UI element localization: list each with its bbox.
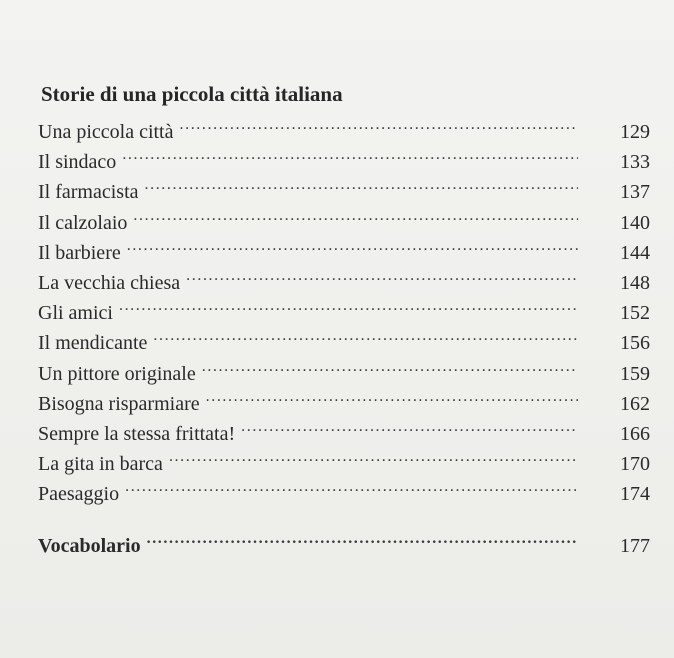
- toc-entry-page: 156: [620, 332, 650, 355]
- toc-entries: [38, 108, 650, 506]
- dot-leader: [202, 350, 578, 380]
- toc-entry-page: 159: [620, 362, 650, 385]
- toc-entry[interactable]: [38, 259, 650, 294]
- dot-leader: [169, 440, 578, 470]
- toc-entry-title: Un pittore originale: [38, 362, 196, 385]
- toc-entry-page: 140: [620, 211, 650, 234]
- toc-entry-page: 162: [620, 392, 650, 415]
- toc-entry-vocabulary[interactable]: [38, 522, 650, 558]
- toc-entry[interactable]: [38, 229, 650, 264]
- dot-leader: [125, 470, 578, 500]
- toc-entry[interactable]: [38, 289, 650, 325]
- toc-entry-page: 144: [620, 241, 650, 264]
- toc-entry[interactable]: [38, 470, 650, 506]
- toc-entry-page: 133: [620, 151, 650, 174]
- toc-entry-title: Gli amici: [38, 302, 113, 325]
- toc-entry-title: Bisogna risparmiare: [38, 392, 200, 415]
- toc-entry-page: 152: [620, 302, 650, 325]
- table-of-contents: [38, 80, 650, 558]
- dot-leader: [186, 259, 578, 289]
- dot-leader: [153, 319, 578, 349]
- toc-entry-title: Una piccola città: [38, 121, 174, 143]
- dot-leader: [241, 410, 578, 440]
- toc-entry-title: Il farmacista: [38, 181, 139, 204]
- section-title: Storie di una piccola città italiana: [41, 82, 343, 106]
- vocabulary-page: 177: [620, 535, 650, 558]
- toc-entry-title: La gita in barca: [38, 453, 163, 476]
- dot-leader: [122, 138, 578, 168]
- toc-entry[interactable]: [38, 168, 650, 204]
- toc-entry-page: 170: [620, 453, 650, 476]
- toc-entry[interactable]: [38, 138, 650, 174]
- toc-entry-title: Il barbiere: [38, 241, 121, 264]
- toc-entry-page: 129: [620, 121, 650, 143]
- vocabulary-title: Vocabolario: [38, 535, 141, 558]
- dot-leader: [119, 289, 578, 319]
- toc-entry-page: 148: [620, 271, 650, 294]
- dot-leader: [206, 380, 578, 410]
- toc-entry-title: Il calzolaio: [38, 211, 128, 234]
- toc-entry-page: 174: [620, 483, 650, 506]
- toc-entry-title: Il mendicante: [38, 332, 148, 355]
- toc-entry-title: Paesaggio: [38, 483, 120, 506]
- toc-entry-page: 137: [620, 181, 650, 204]
- dot-leader: [145, 168, 579, 198]
- dot-leader: [180, 108, 579, 138]
- toc-entry-title: Sempre la stessa frittata!: [38, 422, 236, 445]
- toc-entry[interactable]: [38, 108, 650, 143]
- dot-leader: [147, 522, 578, 552]
- toc-entry-page: 166: [620, 422, 650, 445]
- toc-entry[interactable]: [38, 319, 650, 355]
- toc-entry-title: La vecchia chiesa: [38, 271, 181, 294]
- dot-leader: [133, 199, 578, 229]
- dot-leader: [127, 229, 578, 259]
- toc-entry-title: Il sindaco: [38, 151, 117, 174]
